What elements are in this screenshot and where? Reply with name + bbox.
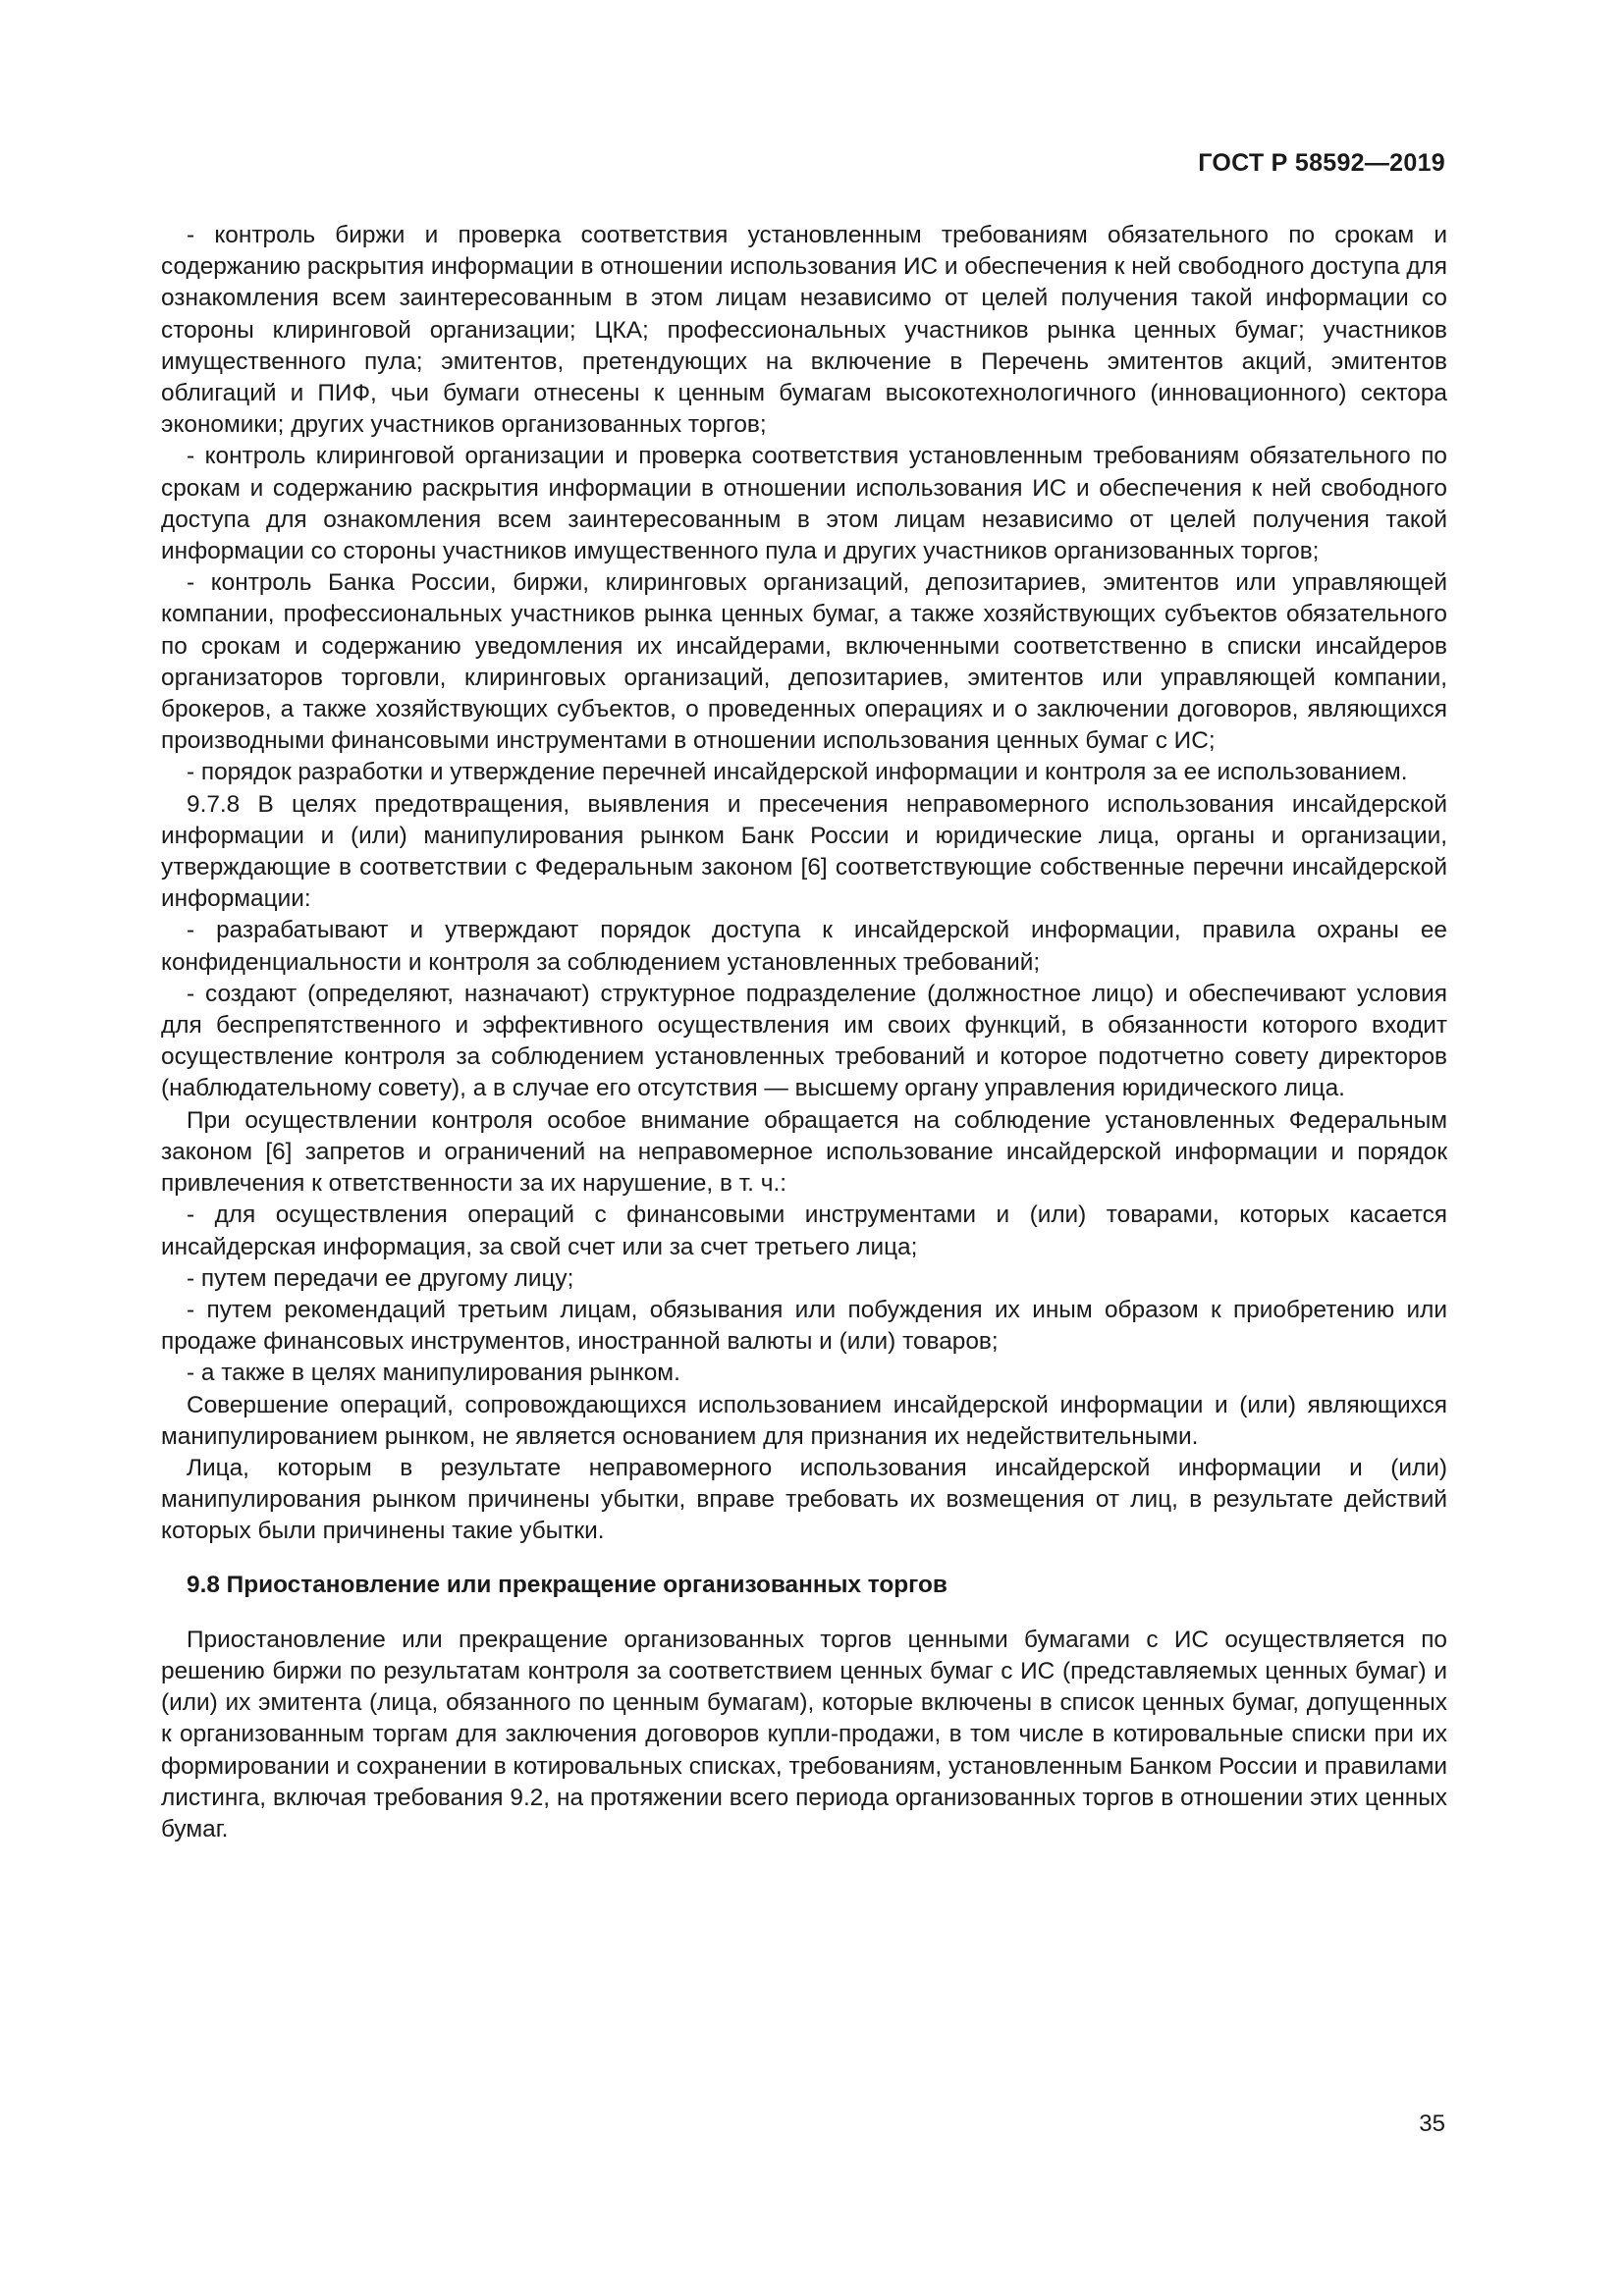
paragraph: Совершение операций, сопровождающихся использованием инсайдерской информации и (или) являющихся манипулированием рынком, не является основанием для признания их недействительными. bbox=[161, 1391, 1447, 1450]
paragraph: Приостановление или прекращение организованных торгов ценными бумагами с ИС осуществляется по решению биржи по результатам контроля за соответствием ценных бумаг с ИС (представляемых ценных бумаг) и (или) их эмитента (лица, обязанного по ценным бумагам), которые включены в список ценных бумаг, допущенных к организованным торгам для заключения договоров купли-продажи, в том числе в котировальные списки при их формировании и сохранении в котировальных списках, требованиям, установленным Банком России и правилами листинга, включая требования 9.2, на протяжении всего периода организованных торгов в отношении этих ценных бумаг. bbox=[161, 1626, 1447, 1842]
paragraph: - разрабатывают и утверждают порядок доступа к инсайдерской информации, правила охраны ее конфиденциальности и контроля за соблюдением установленных требований; bbox=[161, 917, 1447, 976]
paragraph: - контроль биржи и проверка соответствия установленным требованиям обязательного по срокам и содержанию раскрытия информации в отношении использования ИС и обеспечения к ней свободного доступа для ознакомления всем заинтересованным в этом лицам независимо от целей получения такой информации со стороны клиринговой организации; ЦКА; профессиональных участников рынка ценных бумаг; участников имущественного пула; эмитентов, претендующих на включение в Перечень эмитентов акций, эмитентов облигаций и ПИФ, чьи бумаги отнесены к ценным бумагам высокотехнологичного (инновационного) сектора экономики; других участников организованных торгов; bbox=[161, 222, 1447, 439]
standard-header: ГОСТ Р 58592—2019 bbox=[1198, 149, 1445, 177]
paragraph: - путем рекомендаций третьим лицам, обязывания или побуждения их иным образом к приобретению или продаже финансовых инструментов, иностранной валюты и (или) товаров; bbox=[161, 1296, 1447, 1356]
document-body bbox=[161, 220, 1447, 1845]
section-heading: 9.8 Приостановление или прекращение организованных торгов bbox=[187, 1571, 947, 1598]
paragraph: - контроль Банка России, биржи, клиринговых организаций, депозитариев, эмитентов или управляющей компании, профессиональных участников рынка ценных бумаг, а также хозяйствующих субъектов обязательного по срокам и содержанию уведомления их инсайдерами, включенными соответственно в списки инсайдеров организаторов торговли, клиринговых организаций, депозитариев, эмитентов или управляющей компании, брокеров, а также хозяйствующих субъектов, о проведенных операциях и о заключении договоров, являющихся производными финансовыми инструментами в отношении использования ценных бумаг с ИС; bbox=[161, 569, 1447, 755]
paragraph: При осуществлении контроля особое внимание обращается на соблюдение установленных Федеральным законом [6] запретов и ограничений на неправомерное использование инсайдерской информации и порядок привлечения к ответственности за их нарушение, в т. ч.: bbox=[161, 1106, 1447, 1198]
paragraph: - для осуществления операций с финансовыми инструментами и (или) товарами, которых касается инсайдерская информация, за свой счет или за счет третьего лица; bbox=[161, 1201, 1447, 1260]
paragraph: - путем передачи ее другому лицу; bbox=[187, 1264, 574, 1292]
paragraph: - а также в целях манипулирования рынком. bbox=[187, 1360, 680, 1387]
paragraph: - создают (определяют, назначают) структурное подразделение (должностное лицо) и обеспечивают условия для беспрепятственного и эффективного осуществления им своих функций, в обязанности которого входит осуществление контроля за соблюдением установленных требований и которое подотчетно совету директоров (наблюдательному совету), а в случае его отсутствия — высшему органу управления юридического лица. bbox=[161, 980, 1447, 1102]
page-number: 35 bbox=[1419, 2110, 1445, 2137]
clause-9-7-8: 9.7.8 В целях предотвращения, выявления и пресечения неправомерного использования инсайдерской информации и (или) манипулирования рынком Банк России и юридические лица, органы и организации, утверждающие в соответствии с Федеральным законом [6] соответствующие собственные перечни инсайдерской информации: bbox=[161, 790, 1447, 913]
paragraph: - контроль клиринговой организации и проверка соответствия установленным требованиям обязательного по срокам и содержанию раскрытия информации в отношении использования ИС и обеспечения к ней свободного доступа для ознакомления всем заинтересованным в этом лицам независимо от целей получения такой информации со стороны участников имущественного пула и других участников организованных торгов; bbox=[161, 443, 1447, 565]
paragraph: - порядок разработки и утверждение перечней инсайдерской информации и контроля за ее использованием. bbox=[187, 759, 1408, 786]
paragraph: Лица, которым в результате неправомерного использования инсайдерской информации и (или) манипулирования рынком причинены убытки, вправе требовать их возмещения от лиц, в результате действий которых были причинены такие убытки. bbox=[161, 1454, 1447, 1545]
